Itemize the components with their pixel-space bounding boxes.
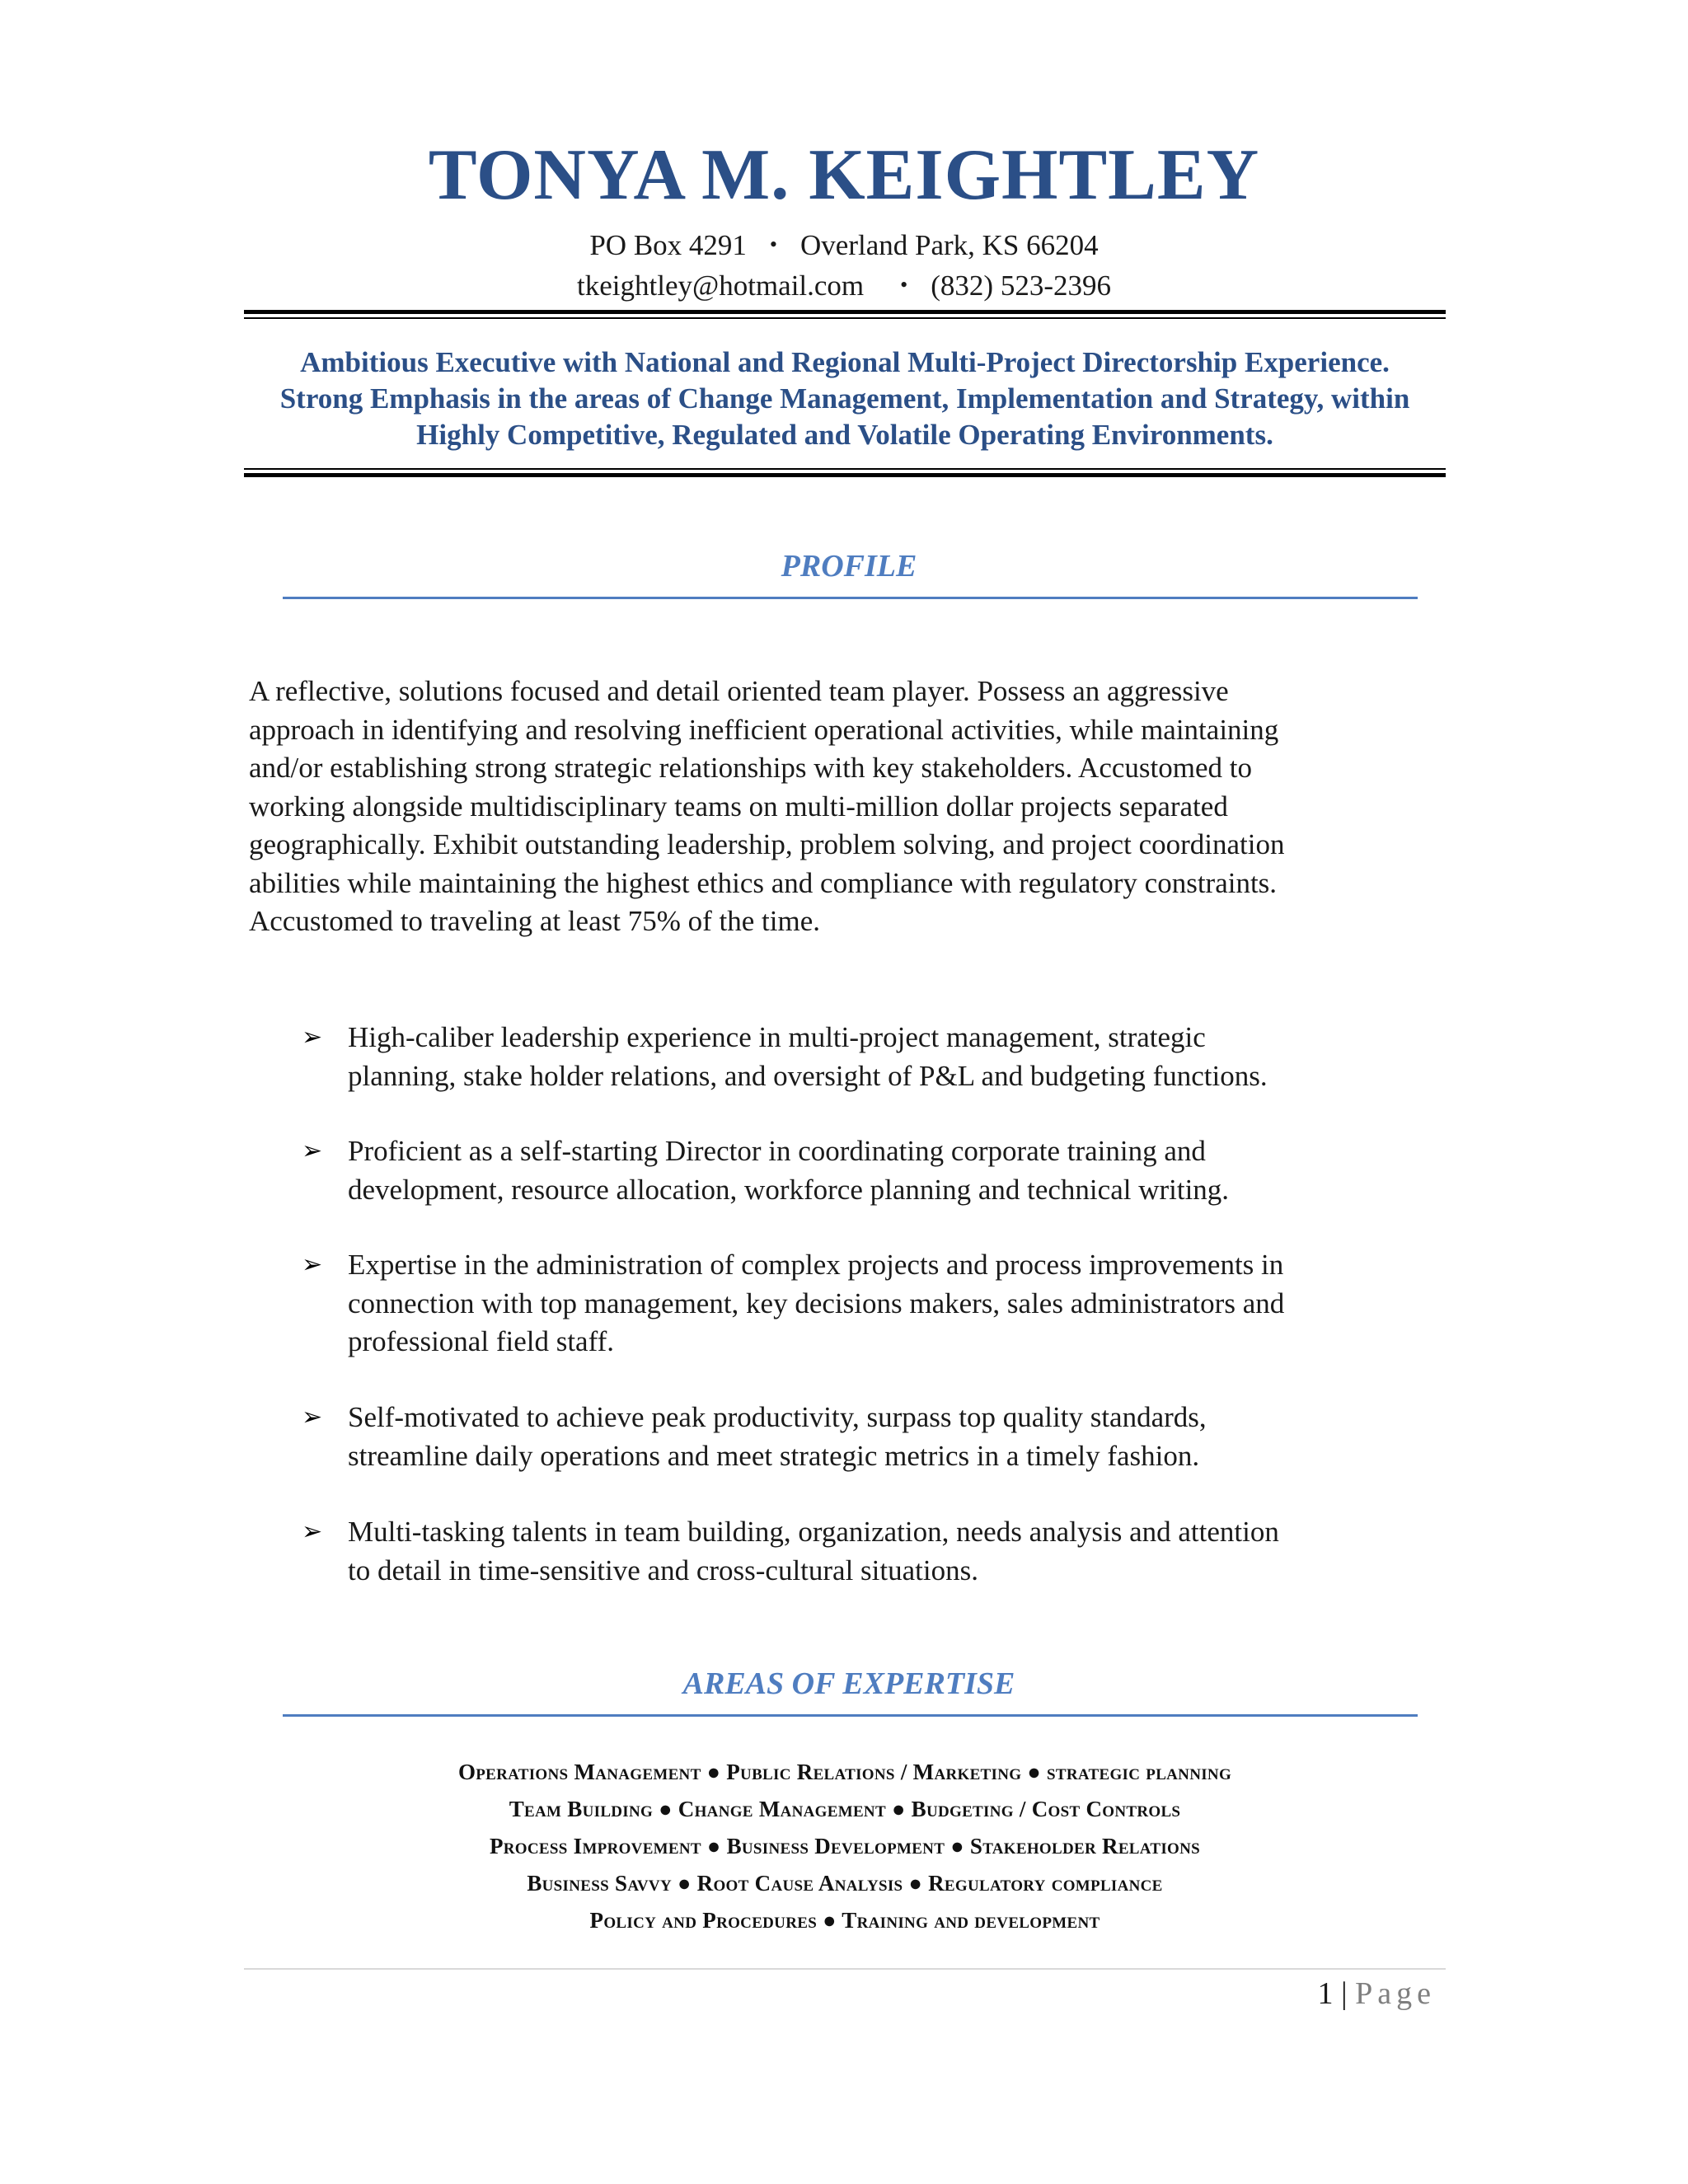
- header-rule-thin: [244, 317, 1446, 319]
- expertise-list: [244, 1754, 1446, 1939]
- bullet-line: High-caliber leadership experience in multi-project management, strategic: [348, 1021, 1206, 1053]
- bullet-line: professional field staff.: [348, 1325, 615, 1357]
- city-state-zip: Overland Park, KS 66204: [800, 229, 1099, 261]
- tagline-rule-thin: [244, 468, 1446, 470]
- page-footer: [1318, 1973, 1436, 2014]
- profile-line: abilities while maintaining the highest ethics and compliance with regulatory constraints.: [249, 866, 1278, 899]
- bullet-line: Multi-tasking talents in team building, organization, needs analysis and attention: [348, 1516, 1279, 1548]
- bullet-separator: •: [900, 273, 908, 297]
- summary-tagline: [244, 344, 1446, 453]
- footer-divider-bar: |: [1341, 1976, 1348, 2011]
- bullet-line: connection with top management, key decisions makers, sales administrators and: [348, 1286, 1285, 1319]
- expertise-line: Operations Management ● Public Relations / Marketing ● strategic planning: [457, 1760, 1232, 1784]
- bullet-line: Proficient as a self-starting Director in coordinating corporate training and: [348, 1135, 1206, 1167]
- expertise-heading-underline: [283, 1714, 1418, 1717]
- profile-heading-underline: [283, 597, 1418, 599]
- email-address[interactable]: tkeightley@hotmail.com: [577, 269, 865, 302]
- tagline-line: Ambitious Executive with National and Regional Multi-Project Directorship Experience.: [300, 346, 1390, 378]
- po-box: PO Box 4291: [589, 229, 747, 261]
- profile-line: and/or establishing strong strategic relationships with key stakeholders. Accustomed to: [249, 752, 1252, 784]
- profile-paragraph: [249, 673, 1436, 941]
- header-rule-thick: [244, 310, 1446, 314]
- arrow-bullet-icon: ➢: [302, 1517, 323, 1546]
- arrow-bullet-icon: ➢: [302, 1023, 323, 1052]
- phone-number: (832) 523-2396: [931, 269, 1111, 302]
- profile-line: working alongside multidisciplinary teams on multi-million dollar projects separated: [249, 790, 1228, 823]
- contact-line: [0, 266, 1688, 305]
- page-number: 1: [1317, 1976, 1334, 2011]
- expertise-heading: AREAS OF EXPERTISE: [682, 1666, 1015, 1701]
- footer-divider: [244, 1968, 1446, 1970]
- tagline-line: Strong Emphasis in the areas of Change Management, Implementation and Strategy, within: [279, 382, 1410, 415]
- profile-heading: PROFILE: [781, 549, 917, 583]
- expertise-line: Process Improvement ● Business Development ● Stakeholder Relations: [489, 1834, 1201, 1858]
- profile-line: geographically. Exhibit outstanding leadership, problem solving, and project coordination: [249, 828, 1285, 860]
- bullet-line: streamline daily operations and meet strategic metrics in a timely fashion.: [348, 1439, 1200, 1472]
- bullet-line: development, resource allocation, workforce planning and technical writing.: [348, 1173, 1230, 1206]
- profile-line: A reflective, solutions focused and detail oriented team player. Possess an aggressive: [249, 675, 1229, 707]
- tagline-line: Highly Competitive, Regulated and Volatile Operating Environments.: [416, 419, 1273, 451]
- address-line: [0, 226, 1688, 265]
- arrow-bullet-icon: ➢: [302, 1250, 323, 1279]
- expertise-line: Business Savvy ● Root Cause Analysis ● Regulatory compliance: [527, 1871, 1163, 1896]
- candidate-name: TONYA M. KEIGHTLEY: [428, 135, 1260, 215]
- arrow-bullet-icon: ➢: [302, 1403, 323, 1432]
- bullet-line: Expertise in the administration of complex projects and process improvements in: [348, 1249, 1284, 1281]
- tagline-rule-thick: [244, 473, 1446, 477]
- bullet-line: planning, stake holder relations, and oversight of P&L and budgeting functions.: [348, 1059, 1268, 1092]
- bullet-line: to detail in time-sensitive and cross-cultural situations.: [348, 1554, 978, 1586]
- page-label: Page: [1355, 1976, 1436, 2011]
- expertise-line: Policy and Procedures ● Training and development: [589, 1908, 1100, 1933]
- expertise-line: Team Building ● Change Management ● Budgeting / Cost Controls: [509, 1797, 1181, 1821]
- profile-line: approach in identifying and resolving inefficient operational activities, while maintaining: [249, 713, 1279, 746]
- profile-line: Accustomed to traveling at least 75% of the time.: [249, 905, 820, 937]
- bullet-separator: •: [769, 232, 778, 256]
- arrow-bullet-icon: ➢: [302, 1137, 323, 1165]
- bullet-line: Self-motivated to achieve peak productivity, surpass top quality standards,: [348, 1401, 1207, 1433]
